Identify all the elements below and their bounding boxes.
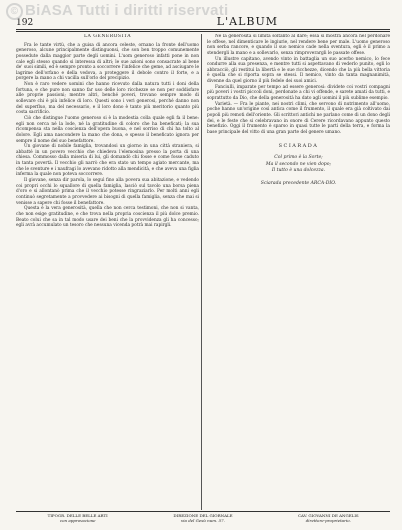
- watermark-text: BiASA Tutti i diritti riservati: [25, 2, 229, 19]
- paragraph: Ciò che distingue l'uomo generoso si è la modestia colla quale egli fa il bene: egli non cerca né la lode, né la gratitudine di coloro che ha beneficati; la sua ricompensa sta nella coscienza dell'opera buona, e nel sorriso di chi ha tolto al dolore. Egli ama nascondere la mano che dona, e spesso il beneficato ignora per sempre il nome del suo benefattore.: [16, 115, 199, 144]
- left-column-body: [16, 43, 199, 229]
- footer-editor: [267, 513, 390, 527]
- footer-direction: [141, 513, 264, 527]
- journal-title: L'ALBUM: [216, 15, 278, 28]
- footer-editor-name: CAV. GIOVANNI DE ANGELIS: [297, 513, 359, 518]
- footer-printer-note: con approvazione: [59, 518, 96, 523]
- article-title: LA GENEROSITÀ: [83, 34, 132, 39]
- header-rule-thin: [16, 31, 390, 32]
- sciarada-verse: Ma il secondo ne vien dopo;: [265, 161, 332, 167]
- footer-editor-role: direttore-proprietario.: [305, 518, 351, 523]
- left-column: [16, 34, 199, 510]
- right-column: [207, 34, 390, 510]
- sciarada-box: [207, 144, 390, 187]
- copyright-icon: ©: [6, 3, 23, 20]
- footer-printer: [16, 513, 139, 527]
- footer-direction-address: via del Gesù num. 57.: [181, 518, 225, 523]
- page-number: 192: [16, 18, 34, 28]
- paragraph: Un giovane di nobile famiglia, trovandosi un giorno in una città straniera, si abbatté in un povero vecchio che chiedeva l'elemosina presso la porta di una chiesa. Commosso dalla miseria di lui, gli domandò chi fosse e come fosse caduto in tanta povertà. Il vecchio gli narrò che era stato un tempo agiato mercante, ma che le sventure e i naufragi lo avevano ridotto alla mendicità, e che aveva una figlia inferma la quale non poteva soccorrere.: [16, 144, 199, 178]
- paragraph: Questa è la vera generosità, quella che non cerca testimoni, che non si vanta, che non esige gratitudine, e che trova nella propria coscienza il più dolce premio. Beato colui che sa in tal modo usare dei beni che la provvidenza gli ha concesso; egli avrà accumulato un tesoro che nessuna vicenda potrà mai rapirgli.: [16, 206, 199, 229]
- paragraph: Né la generosità si limita soltanto al dare; essa si mostra ancora nel perdonare le offese, nel dimenticare le ingiurie, nel rendere bene per male. L'uomo generoso non serba rancore, e quando il suo nemico cade nella sventura, egli è il primo a stendergli la mano e a sollevarlo, senza rimproverargli le passate offese.: [207, 34, 390, 56]
- previous-solution: Sciarada precedente ARCA-DIO.: [260, 180, 337, 186]
- footer-printer-name: TIPOGR. DELLE BELLE ARTI: [47, 513, 108, 518]
- footer-rule: [16, 511, 390, 512]
- paragraph: Un illustre capitano, avendo vinto in battaglia un suo acerbo nemico, lo fece condurre alla sua presenza, e mentre tutti si aspettavano di vederlo punito, egli lo abbracciò, gli restituì la libertà e le sue ricchezze, dicendo che la più bella vittoria è quella che si riporta sopra se stessi. Il nemico, vinto da tanta magnanimità, divenne da quel giorno il più fedele dei suoi amici.: [207, 56, 390, 85]
- right-column-body: [207, 34, 390, 136]
- sciarada-title: SCIARADA: [278, 142, 319, 149]
- paragraph: Non è raro vedere uomini che hanno ricevuto dalla natura tutti i doni della fortuna, e che pure non sanno far uso delle loro ricchezze se non per soddisfare alle proprie passioni; mentre altri, benché poveri, trovano sempre modo di sollevare chi è più infelice di loro. Questi sono i veri generosi, perché danno non del superfluo, ma del necessario, e il loro dono è tanto più meritorio quanto più costa sacrificio.: [16, 82, 199, 116]
- header-rule: [16, 29, 390, 30]
- paragraph: Fra le tante virtù, che a guisa di ancora celeste, ornano la fronte dell'uomo generoso, alcune principalmente distinguonsi, che son ben troppo comunemente possedute dalla maggior parte degli uomini. L'uom generoso infatti pone in non cale egli stesso quando si interessa di altri; le sue azioni sono consacrate al bene de' suoi simili, ed è sempre pronto a soccorrere l'infelice che geme, ad asciugare le lagrime dell'orfano e della vedova, a proteggere il debole contro il forte, e a porgere la mano a chi vacilla sull'orlo del precipizio.: [16, 42, 199, 82]
- paragraph: Fanciulli, imparate per tempo ad essere generosi: dividete coi vostri compagni più poveri i vostri piccoli doni, perdonate a chi vi offende, e sarete amati da tutti, e soprattutto da Dio, che della generosità ha dato agli uomini il più sublime esempio.: [207, 84, 390, 102]
- paragraph: Varietà. — Fra le piante, nei nostri climi, che servono di nutrimento all'uomo, poche hanno un'origine così antica come il frumento, il quale era già coltivato dai popoli più remoti dell'oriente. Gli scrittori antichi ne parlano come di un dono degli dei, e le feste che si celebravano in onore di Cerere ricordavano appunto questo benefizio. Oggi il frumento è sparso in quasi tutte le parti della terra, e forma la base principale del vitto di una gran parte del genere umano.: [207, 101, 390, 135]
- page-header: [16, 16, 390, 28]
- footer-direction-name: DIREZIONE DEL GIORNALE: [173, 513, 233, 518]
- paragraph: Il giovane, senza dir parola, lo seguì fino alla povera sua abitazione, e vedendo coi propri occhi lo squallore di quella famiglia, lasciò sul tavolo una borsa piena d'oro e si allontanò prima che il vecchio potesse ringraziarlo. Per molti anni egli continuò segretamente a provvedere ai bisogni di quella famiglia, senza che mai si venisse a sapere chi fosse il benefattore.: [16, 178, 199, 206]
- sciarada-verse: Col primo è la Sorte;: [274, 155, 323, 161]
- sciarada-verse: Il tutto è una dolcezza.: [271, 168, 326, 174]
- page-footer: [16, 513, 390, 527]
- column-divider: [201, 34, 202, 510]
